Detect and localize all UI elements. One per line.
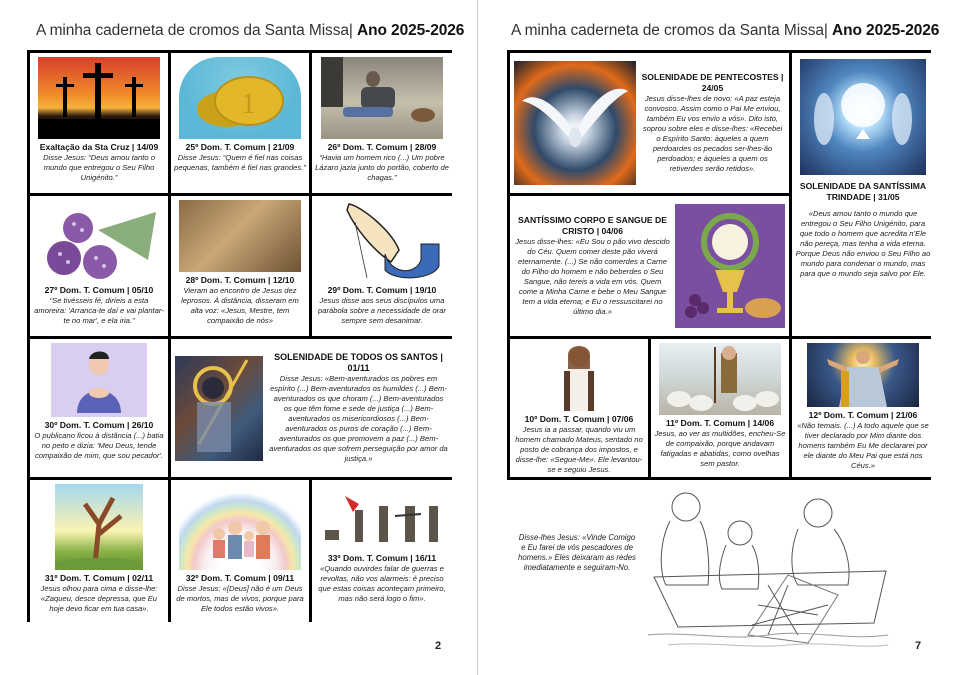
publican-image — [51, 343, 147, 417]
card-text: O publicano ficou à distância (...) batia no peito e dizia: 'Meu Deus, tende compaixão de mim, que sou pecador'. — [34, 431, 164, 460]
page-7 — [478, 0, 960, 675]
sticker-card — [651, 339, 789, 477]
sticker-card — [30, 53, 168, 193]
card-title: 31º Dom. T. Comum | 02/11 — [44, 573, 154, 583]
card-title: SOLENIDADE DA SANTÍSSIMA TRINDADE | 31/05 — [799, 181, 927, 202]
card-title: 27º Dom. T. Comum | 05/10 — [44, 285, 154, 295]
title-year: Ano 2025-2026 — [357, 22, 465, 39]
card-title: 26º Dom. T. Comum | 28/09 — [327, 142, 437, 152]
gold-coins-image — [179, 57, 301, 139]
card-text: “Se tivésseis fé, diríeis a esta amoreira: 'Arranca-te daí e vai plantar-te no mar', e ela iria.” — [34, 296, 164, 325]
sticker-card — [312, 196, 452, 336]
card-title: 11º Dom. T. Comum | 14/06 — [665, 418, 775, 428]
card-text: Disse Jesus: “Deus amou tanto o mundo que entregou o Seu Filho Unigénito.” — [43, 153, 155, 182]
three-crosses-image — [38, 57, 160, 139]
sticker-card — [510, 339, 648, 477]
sticker-card-wide — [171, 339, 452, 477]
card-text: Disse Jesus: “Quem é fiel nas coisas pequenas, também é fiel nas grandes.” — [174, 153, 306, 172]
card-text: «Quando ouvirdes falar de guerras e revoltas, não vos alarmeis: é preciso que estas coisas aconteçam primeiro, mas não será logo o fim». — [318, 564, 446, 603]
family-rainbow-image — [179, 484, 301, 570]
card-text: “Havia um homem rico (...) Um pobre Lázaro jazia junto do portão, coberto de chagas.” — [315, 153, 449, 182]
lepers-hands-image — [179, 200, 301, 272]
soldiers-image — [317, 490, 447, 550]
risen-jesus-image — [807, 343, 919, 407]
card-title: 12º Dom. T. Comum | 21/06 — [808, 410, 918, 420]
holy-spirit-dove-image — [514, 61, 636, 185]
card-text: Vieram ao encontro de Jesus dez leprosos. À distância, disseram em alta voz: «Jesus, Mestre, tem compaixão de nós» — [181, 286, 299, 325]
shepherd-with-sheep-image — [659, 343, 781, 415]
mulberries-image — [38, 200, 160, 282]
sticker-card — [30, 480, 168, 622]
card-title: SOLENIDADE DE PENTECOSTES | 24/05 — [641, 72, 784, 93]
card-text: Jesus, ao ver as multidões, encheu-Se de compaixão, porque andavam fatigadas e abatidas, como ovelhas sem pastor. — [654, 429, 786, 468]
card-text: Jesus disse-lhes de novo: «A paz esteja convosco. Assim como o Pai Me enviou, também Eu vos envio a vós». Dito isto, soprou sobre eles e disse-lhes: «Recebei o Espírito Santo: àqueles a quem perdoardes os pecados ser-lhes-ão perdoados; e àqueles a quem os retiverdes serão retidos». — [642, 94, 783, 173]
footer-quote: Disse-lhes Jesus: «Vinde Comigo e Eu farei de vós pescadores de homens.» Eles deixaram as redes imediatamente e seguiram-No. — [518, 533, 636, 572]
card-text: Jesus ia a passar, quando viu um homem chamado Mateus, sentado no posto de cobrança dos impostos, e disse-lhe: «Segue-Me». Ele levantou-se e seguiu Jesus. — [515, 425, 643, 474]
sticker-grid — [27, 50, 452, 622]
sticker-card — [312, 480, 452, 622]
card-title: 29º Dom. T. Comum | 19/10 — [327, 285, 437, 295]
title-text: A minha caderneta de cromos da Santa Missa — [36, 22, 349, 39]
card-text: «Deus amou tanto o mundo que entregou o Seu Filho Unigénito, para que todo o homem que acredita n’Ele não pereça, mas tenha a vida eterna. Porque Deus não enviou o Seu Filho ao mundo para condenar o mundo, mas para que o mundo seja salvo por Ele. — [795, 209, 931, 278]
card-text: «Não temais. (...) A todo aquele que se tiver declarado por Mim diante dos homens também Eu Me declararei por ele diante do Meu Pai que está nos Céus.» — [797, 421, 929, 470]
praying-hands-image — [321, 200, 443, 282]
card-title: 32º Dom. T. Comum | 09/11 — [185, 573, 295, 583]
card-title: 30º Dom. T. Comum | 26/10 — [44, 420, 154, 430]
page-2 — [0, 0, 478, 675]
card-text: Jesus disse-lhes: «Eu Sou o pão vivo descido do Céu. Quem comer deste pão viverá eternamente. (...) Se não comerdes a Carne do Filho do homem e não beberdes o Seu Sangue, não tereis a vida em vós. Quem come a Minha Carne e bebe o Meu Sangue tem a vida eterna; e Eu o ressuscitarei no último dia.» — [515, 237, 670, 316]
title-separator: | — [348, 22, 358, 39]
card-title: Exaltação da Sta Cruz | 14/09 — [39, 142, 159, 152]
card-title: 33º Dom. T. Comum | 16/11 — [327, 553, 437, 563]
title-text: A minha caderneta de cromos da Santa Missa — [511, 22, 824, 39]
holy-trinity-image — [800, 59, 926, 175]
sticker-grid — [507, 50, 931, 480]
card-text: Jesus olhou para cima e disse-lhe: «Zaqueu, desce depressa, que Eu hoje devo ficar em tua casa». — [40, 584, 158, 613]
eucharist-image — [675, 204, 785, 328]
sticker-card — [171, 53, 309, 193]
jesus-cartoon-image — [518, 343, 640, 411]
poor-man-image — [321, 57, 443, 139]
sticker-card-wide — [510, 53, 789, 193]
sticker-card — [171, 196, 309, 336]
card-title: SOLENIDADE DE TODOS OS SANTOS | 01/11 — [274, 352, 443, 373]
sticker-card-tall — [792, 53, 934, 336]
page-number: 2 — [435, 640, 442, 652]
card-title: 10º Dom. T. Comum | 07/06 — [524, 414, 634, 424]
sticker-card — [312, 53, 452, 193]
card-title: 28º Dom. T. Comum | 12/10 — [185, 275, 295, 285]
page-title — [511, 22, 939, 40]
saint-with-sword-image — [175, 356, 263, 461]
sycamore-tree-image — [55, 484, 143, 570]
page-number: 7 — [915, 640, 922, 652]
card-text: Disse Jesus: «[Deus] não é um Deus de mortos, mas de vivos, porque para Ele todos estão vivos». — [176, 584, 304, 613]
title-year: Ano 2025-2026 — [832, 22, 940, 39]
fishermen-coloring-image — [648, 485, 893, 655]
svg-text:1: 1 — [241, 87, 256, 120]
card-text: Jesus disse aos seus discípulos uma parábola sobre a necessidade de orar sempre sem desanimar. — [318, 296, 446, 325]
sticker-card — [30, 196, 168, 336]
sticker-card — [30, 339, 168, 477]
card-title: 25º Dom. T. Comum | 21/09 — [185, 142, 295, 152]
card-title: SANTÍSSIMO CORPO E SANGUE DE CRISTO | 04/06 — [518, 215, 667, 236]
sticker-card — [171, 480, 309, 622]
sticker-card — [792, 339, 934, 477]
sticker-card-wide — [510, 196, 789, 336]
page-title — [36, 22, 464, 40]
title-separator: | — [823, 22, 833, 39]
card-text: Disse Jesus: «Bem-aventurados os pobres em espírito (...) Bem-aventurados os humildes (...) Bem-aventurados os que choram (...) Bem-aventurados os que têm fome e sede de justiça (...) Bem-aventurados os misericordiosos (...) Bem-aventurados os puros de coração (...) Bem-aventurados os que promovem a paz (...) Bem-aventurados os que sofrem perseguição por amor da justiça.» — [269, 374, 448, 463]
